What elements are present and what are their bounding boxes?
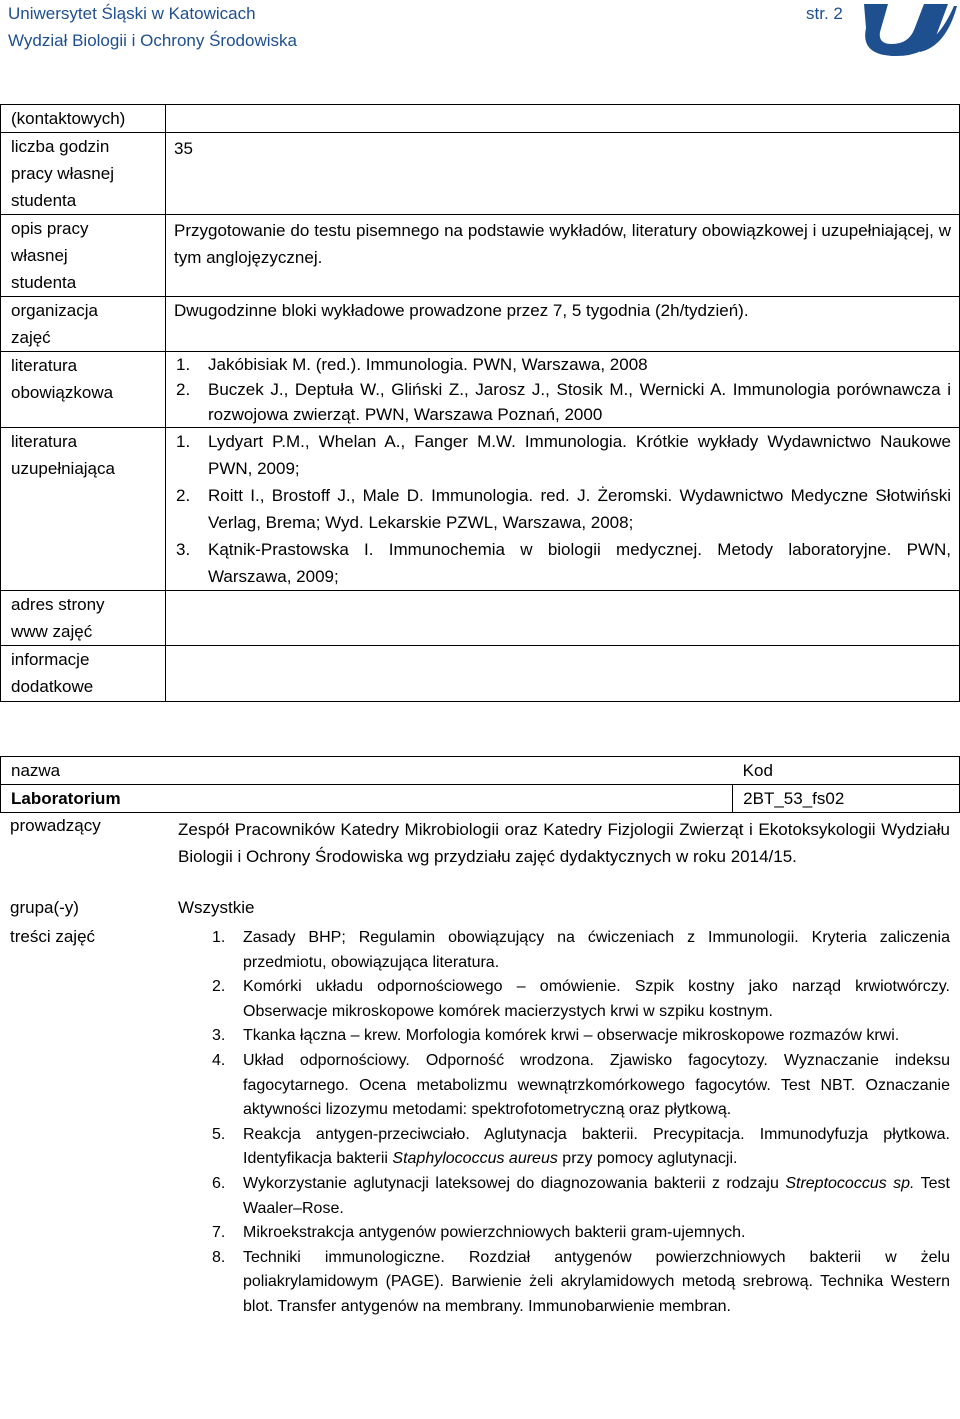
work-description: Przygotowanie do testu pisemnego na podstawie wykładów, literatury obowiązkowej i uzupełniającej, w tym anglojęzycznej. <box>166 215 960 297</box>
university-name: Uniwersytet Śląski w Katowicach <box>8 4 256 23</box>
group-label: grupa(-y) <box>10 898 79 917</box>
supplementary-literature <box>166 428 960 591</box>
list-item: 2. Komórki układu odpornościowego – omówienie. Szpik kostny jako narząd krwiotwórczy. Obserwacje mikroskopowe komórek macierzystych krwi w szpiku kostnym. <box>212 978 950 1020</box>
table-row <box>1 133 960 215</box>
row-value <box>166 105 960 133</box>
content-list <box>178 926 950 1320</box>
code-value: 2BT_53_fs02 <box>733 785 960 813</box>
row-label: literatura uzupełniająca <box>1 428 166 591</box>
leader-value: Zespół Pracowników Katedry Mikrobiologii oraz Katedry Fizjologii Zwierząt i Ekotoksykologii Wydziału Biologii i Ochrony Środowiska wg przydziału zajęć dydaktycznych w roku 2014/15. <box>178 820 950 866</box>
table-row <box>1 785 960 813</box>
row-label: literatura obowiązkowa <box>1 352 166 428</box>
row-label: adres strony www zajęć <box>1 591 166 646</box>
table-row <box>1 591 960 646</box>
table-row <box>1 428 960 591</box>
row-label: liczba godzin pracy własnej studenta <box>1 133 166 215</box>
table-row <box>1 105 960 133</box>
table-row <box>1 297 960 352</box>
list-item: 1. Lydyart P.M., Whelan A., Fanger M.W. Immunologia. Krótkie wykłady Wydawnictwo Naukowe PWN, 2009; <box>176 432 951 478</box>
list-item: 5. Reakcja antygen-przeciwciało. Aglutynacja bakterii. Precypitacja. Immunodyfuzja płytkowa. Identyfikacja bakterii Staphylococcus aureus przy pomocy aglutynacji. <box>212 1125 950 1168</box>
row-label: organizacja zajęć <box>1 297 166 352</box>
table-row <box>1 646 960 702</box>
list-item: 2. Roitt I., Brostoff J., Male D. Immunologia. red. J. Żeromski. Wydawnictwo Medyczne Słotwiński Verlag, Brema; Wyd. Lekarskie PZWL, Warszawa, 2008; <box>176 486 951 532</box>
faculty-name: Wydział Biologii i Ochrony Środowiska <box>8 31 297 50</box>
group-value: Wszystkie <box>178 898 255 917</box>
mandatory-literature <box>166 352 960 428</box>
laboratory-table <box>0 756 960 813</box>
code-label: Kod <box>733 757 960 785</box>
content-label: treści zajęć <box>10 927 96 946</box>
list-item: 3. Tkanka łączna – krew. Morfologia komórek krwi – obserwacje mikroskopowe rozmazów krwi. <box>212 1027 900 1045</box>
row-value <box>166 591 960 646</box>
list-item: 2. Buczek J., Deptuła W., Gliński Z., Jarosz J., Stosik M., Wernicki A. Immunologia porównawcza i rozwojowa zwierząt. PWN, Warszawa Poznań, 2000 <box>176 380 951 424</box>
list-item: 1. Zasady BHP; Regulamin obowiązujący na ćwiczeniach z Immunologii. Kryteria zaliczenia przedmiotu, obowiązująca literatura. <box>212 929 950 971</box>
list-item: 6. Wykorzystanie aglutynacji lateksowej do diagnozowania bakterii z rodzaju Streptococcus sp. Test Waaler–Rose. <box>212 1174 950 1217</box>
hours-value: 35 <box>166 133 960 215</box>
list-item: 1. Jakóbisiak M. (red.). Immunologia. PWN, Warszawa, 2008 <box>176 355 648 374</box>
row-label: informacje dodatkowe <box>1 646 166 702</box>
table-row <box>1 352 960 428</box>
row-label: opis pracy własnej studenta <box>1 215 166 297</box>
organization-value: Dwugodzinne bloki wykładowe prowadzone przez 7, 5 tygodnia (2h/tydzień). <box>166 297 960 352</box>
table-row <box>1 215 960 297</box>
table-row <box>1 757 960 785</box>
name-label: nazwa <box>1 757 733 785</box>
course-details-table <box>0 104 960 702</box>
list-item: 3. Kątnik-Prastowska I. Immunochemia w biologii medycznej. Metody laboratoryjne. PWN, Warszawa, 2009; <box>176 540 951 586</box>
list-item: 8. Techniki immunologiczne. Rozdział antygenów powierzchniowych bakterii w żelu poliakrylamidowym (PAGE). Barwienie żeli akrylamidowych metodą srebrową. Technika Western blot. Transfer antygenów na membrany. Immunobarwienie membran. <box>212 1248 950 1315</box>
page-number: str. 2 <box>806 4 843 23</box>
row-value <box>166 646 960 702</box>
name-value: Laboratorium <box>1 785 733 813</box>
university-logo-icon <box>858 0 958 58</box>
leader-label: prowadzący <box>10 816 101 835</box>
row-label: (kontaktowych) <box>1 105 166 133</box>
list-item: 4. Układ odpornościowy. Odporność wrodzona. Zjawisko fagocytozy. Wyznaczanie indeksu fagocytarnego. Ocena metabolizmu wewnątrzkomórkowego fagocytów. Test NBT. Oznaczanie aktywności lizozymu metodami: spektrofotometryczną oraz płytkową. <box>212 1051 950 1119</box>
list-item: 7. Mikroekstrakcja antygenów powierzchniowych bakterii gram-ujemnych. <box>212 1224 746 1242</box>
